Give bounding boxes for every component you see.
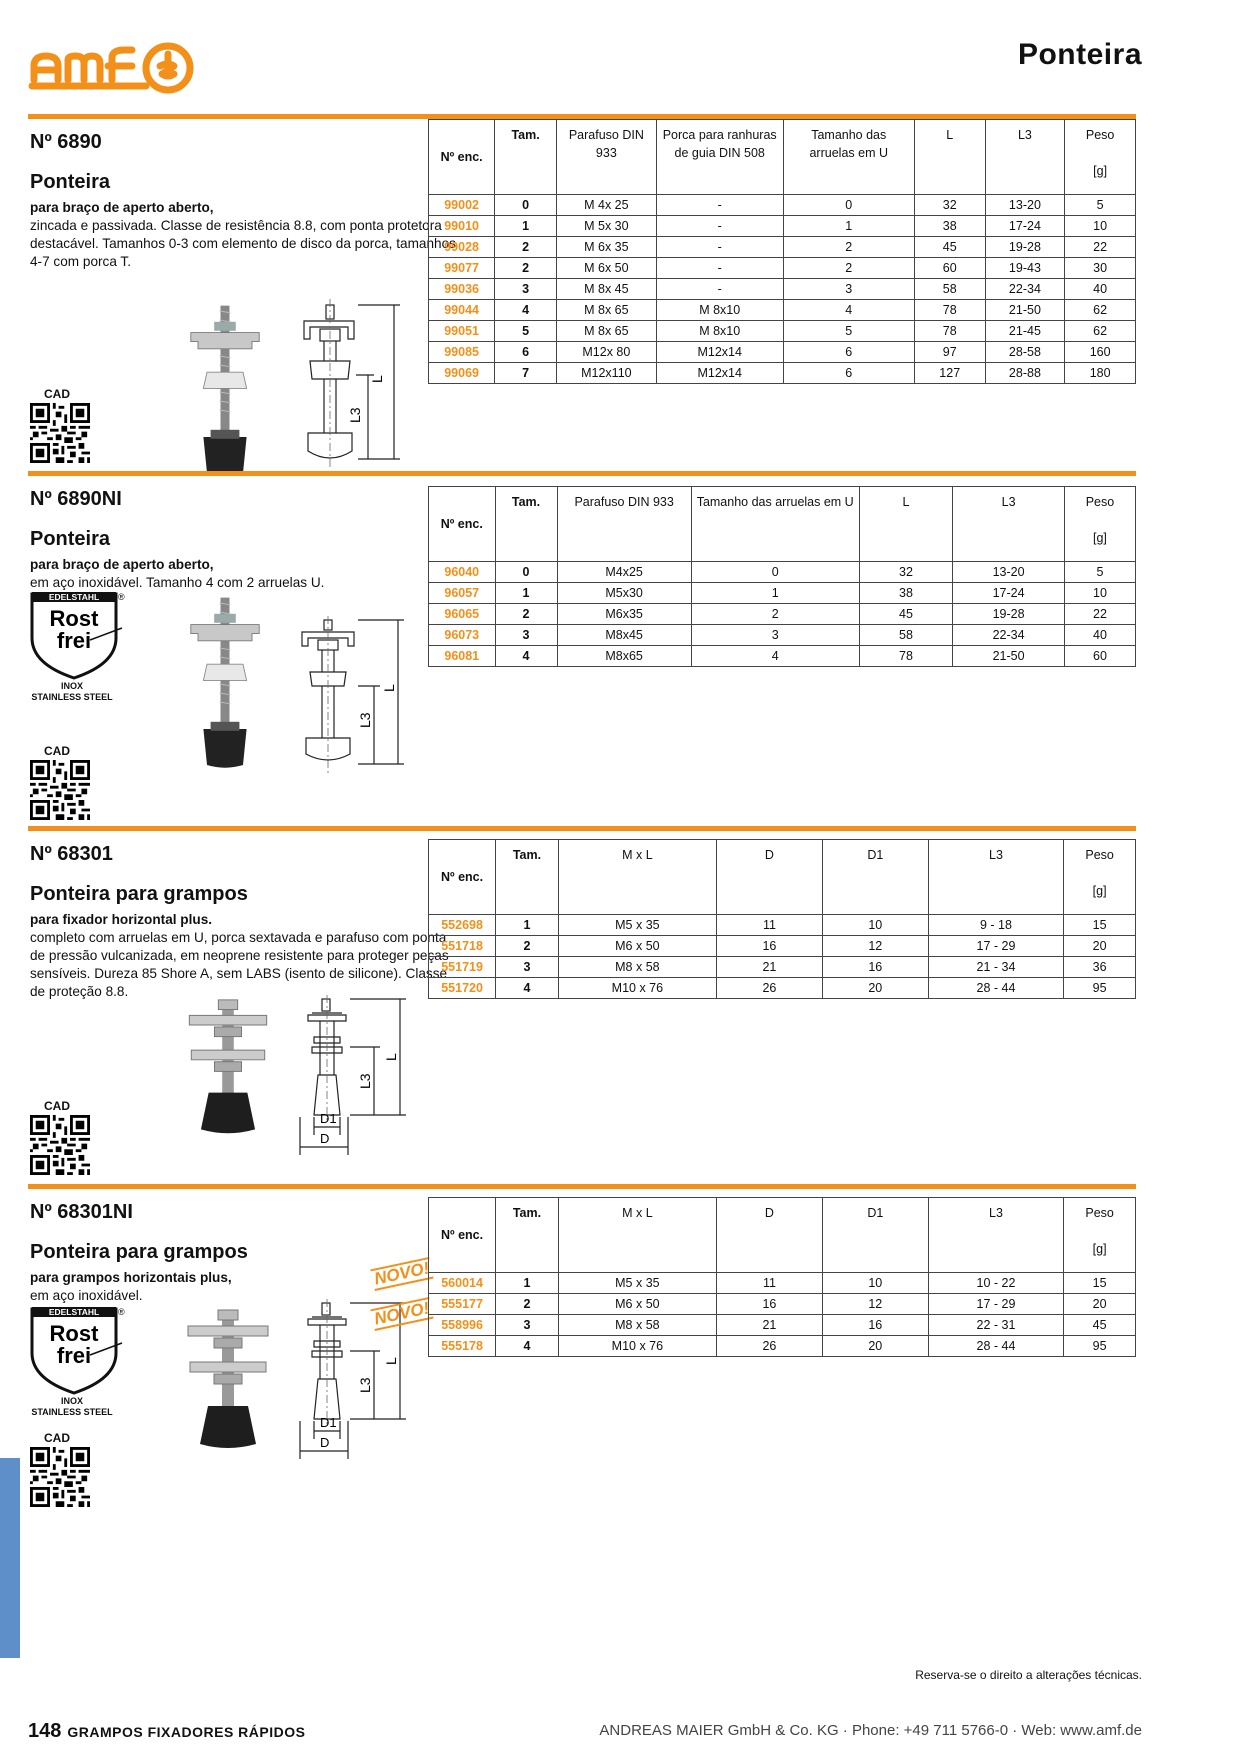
table-cell: 2 — [496, 936, 559, 957]
table-cell: M 8x 45 — [556, 279, 656, 300]
table-cell: 1 — [496, 1273, 559, 1294]
table-cell: 13-20 — [953, 562, 1065, 583]
table-cell: M 6x 50 — [556, 258, 656, 279]
product-photo — [178, 996, 278, 1141]
table-cell: 38 — [859, 583, 953, 604]
spec-table: Nº enc. Tam. Parafuso DIN 933 Porca para ranhuras de guia DIN 508 Tamanho das arruelas em U L L3 Peso [g] 99002 0 M 4x 25 - 0 32 13-20 5 99010 1 M 5x 30 - 1 38 17-24 10 99028 2 M 6x 35 - 2 45 19-28 22 99077 2 M 6x 50 - 2 60 19-43 30 99036 3 M 8x 45 - 3 58 22-34 40 99044 4 M 8x 65 M 8x10 4 78 21-50 62 99051 5 M 8x 65 M 8x10 5 78 21-45 62 99085 6 M12x 80 M12x14 6 97 28-58 160 99069 7 M12x110 M12x14 6 127 28-88 180 — [428, 119, 1136, 384]
table-cell: 17 - 29 — [928, 1294, 1063, 1315]
cad-link[interactable]: CAD — [30, 1431, 90, 1507]
table-cell: 0 — [495, 562, 557, 583]
table-cell: M12x 80 — [556, 342, 656, 363]
table-cell: 20 — [1064, 936, 1136, 957]
technical-drawing — [290, 995, 430, 1165]
table-row — [429, 583, 1136, 604]
order-number-link[interactable]: 96081 — [429, 646, 496, 667]
table-cell: M8x45 — [557, 625, 691, 646]
spec-table: Nº enc. Tam. M x L D D1 L3 Peso [g] 552698 1 M5 x 35 11 10 9 - 18 15 551718 2 M6 x 50 16 12 17 - 29 20 551719 3 M8 x 58 21 16 21 - 34 36 551720 4 M10 x 76 26 20 28 - 44 95 — [428, 839, 1136, 999]
drawing-l-label: L — [383, 1357, 399, 1365]
table-cell: M12x14 — [656, 342, 783, 363]
table-cell: 28 - 44 — [928, 1336, 1063, 1357]
table-row — [429, 258, 1136, 279]
table-cell: M5 x 35 — [558, 915, 716, 936]
table-row — [429, 625, 1136, 646]
table-cell: 16 — [717, 936, 823, 957]
table-cell: 22 — [1065, 237, 1136, 258]
qr-code-icon[interactable] — [30, 1115, 90, 1175]
table-row — [429, 195, 1136, 216]
table-cell: 17-24 — [985, 216, 1065, 237]
table-row — [429, 646, 1136, 667]
svg-text:Rost: Rost — [49, 606, 99, 631]
technical-drawing — [298, 299, 418, 499]
qr-code-icon[interactable] — [30, 1447, 90, 1507]
technical-drawing — [290, 1299, 430, 1469]
order-number-link[interactable]: 552698 — [429, 915, 496, 936]
table-cell: 4 — [691, 646, 859, 667]
table-cell: - — [656, 237, 783, 258]
table-row — [429, 604, 1136, 625]
drawing-l-label: L — [383, 1053, 399, 1061]
table-cell: 1 — [496, 915, 559, 936]
order-number-link[interactable]: 551718 — [429, 936, 496, 957]
table-row — [429, 279, 1136, 300]
order-number-link[interactable]: 99069 — [429, 363, 495, 384]
footer-left — [28, 1720, 305, 1743]
section-description: para fixador horizontal plus. completo com arruelas em U, porca sextavada e parafuso com ponta de pressão vulcanizada, em neoprene resistente para proteger peças sensíveis. Dureza 85 Shore A, sem LABS (isento de silicone). Classe de proteção 8.8. — [30, 912, 449, 999]
table-cell: - — [656, 258, 783, 279]
table-cell: 160 — [1065, 342, 1136, 363]
table-cell: 10 — [822, 915, 928, 936]
svg-text:®: ® — [118, 1307, 125, 1317]
order-number-link[interactable]: 96040 — [429, 562, 496, 583]
table-cell: 2 — [495, 258, 557, 279]
table-cell: 58 — [859, 625, 953, 646]
section-name: Ponteira para grampos — [30, 883, 248, 905]
table-cell: M4x25 — [557, 562, 691, 583]
table-cell: 95 — [1064, 1336, 1136, 1357]
section-number: Nº 6890 — [30, 131, 102, 153]
table-cell: 4 — [495, 646, 557, 667]
table-cell: 0 — [691, 562, 859, 583]
order-number-link[interactable]: 99077 — [429, 258, 495, 279]
disclaimer: Reserva-se o direito a alterações técnicas. — [915, 1668, 1142, 1682]
drawing-l3-label: L3 — [357, 1073, 373, 1089]
page-number: 148 — [28, 1720, 62, 1742]
table-cell: 16 — [717, 1294, 823, 1315]
table-row — [429, 216, 1136, 237]
novo-badge: NOVO! — [370, 1297, 433, 1331]
table-row — [429, 957, 1136, 978]
table-cell: 28-88 — [985, 363, 1065, 384]
table-cell: 60 — [1064, 646, 1135, 667]
table-cell: 10 - 22 — [928, 1273, 1063, 1294]
table-cell: 21 — [717, 1315, 823, 1336]
table-cell: 16 — [822, 957, 928, 978]
table-row — [429, 1315, 1136, 1336]
table-cell: 30 — [1065, 258, 1136, 279]
table-cell: M8 x 58 — [558, 1315, 716, 1336]
drawing-d-label: D — [320, 1435, 330, 1450]
drawing-l3-label: L3 — [357, 1377, 373, 1393]
table-cell: 2 — [495, 237, 557, 258]
table-cell: 1 — [495, 583, 557, 604]
table-cell: M 8x 65 — [556, 300, 656, 321]
table-row — [429, 1273, 1136, 1294]
table-cell: 40 — [1064, 625, 1135, 646]
qr-code-icon[interactable] — [30, 760, 90, 820]
order-number-link[interactable]: 99044 — [429, 300, 495, 321]
table-cell: 12 — [822, 1294, 928, 1315]
svg-text:frei: frei — [56, 628, 92, 653]
table-cell: 62 — [1065, 321, 1136, 342]
table-cell: 6 — [495, 342, 557, 363]
table-cell: M5x30 — [557, 583, 691, 604]
section-name: Ponteira — [30, 171, 111, 193]
table-cell: 5 — [495, 321, 557, 342]
table-cell: 28 - 44 — [928, 978, 1063, 999]
cad-link[interactable]: CAD — [30, 387, 90, 463]
section-number: Nº 68301NI — [30, 1201, 133, 1223]
table-cell: M5 x 35 — [558, 1273, 716, 1294]
table-cell: 22-34 — [953, 625, 1065, 646]
table-cell: 9 - 18 — [928, 915, 1063, 936]
table-cell: 32 — [914, 195, 985, 216]
order-number-link[interactable]: 99028 — [429, 237, 495, 258]
order-number-link[interactable]: 555177 — [429, 1294, 496, 1315]
table-cell: 45 — [1064, 1315, 1136, 1336]
spec-table: Nº enc. Tam. Parafuso DIN 933 Tamanho das arruelas em U L L3 Peso [g] 96040 0 M4x25 0 32 13-20 5 96057 1 M5x30 1 38 17-24 10 96065 2 M6x35 2 45 19-28 22 96073 3 M8x45 3 58 22-34 40 96081 4 M8x65 4 78 21-50 60 — [428, 486, 1136, 667]
table-cell: 6 — [783, 363, 914, 384]
table-cell: 36 — [1064, 957, 1136, 978]
table-cell: 12 — [822, 936, 928, 957]
cad-link[interactable]: CAD — [30, 744, 90, 820]
table-cell: 2 — [496, 1294, 559, 1315]
table-cell: 21-50 — [953, 646, 1065, 667]
drawing-l-label: L — [381, 684, 397, 692]
section-6890ni — [28, 476, 1136, 826]
table-cell: 11 — [717, 1273, 823, 1294]
drawing-d1-label: D1 — [320, 1111, 337, 1126]
table-cell: 21 — [717, 957, 823, 978]
table-cell: 2 — [783, 237, 914, 258]
table-cell: M 8x10 — [656, 321, 783, 342]
table-cell: - — [656, 216, 783, 237]
table-cell: M 5x 30 — [556, 216, 656, 237]
table-cell: 60 — [914, 258, 985, 279]
table-cell: 21-50 — [985, 300, 1065, 321]
table-cell: 2 — [495, 604, 557, 625]
table-cell: 19-28 — [985, 237, 1065, 258]
svg-text:®: ® — [118, 592, 125, 602]
table-cell: 22-34 — [985, 279, 1065, 300]
order-number-link[interactable]: 555178 — [429, 1336, 496, 1357]
table-cell: M12x14 — [656, 363, 783, 384]
order-number-link[interactable]: 99010 — [429, 216, 495, 237]
table-cell: M6x35 — [557, 604, 691, 625]
footer-company: ANDREAS MAIER GmbH & Co. KG · Phone: +49 711 5766-0 · Web: www.amf.de — [599, 1722, 1142, 1739]
table-cell: 1 — [691, 583, 859, 604]
table-cell: 78 — [859, 646, 953, 667]
table-cell: M 6x 35 — [556, 237, 656, 258]
table-row — [429, 321, 1136, 342]
table-cell: M 8x10 — [656, 300, 783, 321]
page-title: Ponteira — [1017, 38, 1142, 71]
table-cell: M6 x 50 — [558, 1294, 716, 1315]
table-row — [429, 1294, 1136, 1315]
table-cell: - — [656, 195, 783, 216]
table-cell: 26 — [717, 978, 823, 999]
table-cell: 4 — [496, 1336, 559, 1357]
product-photo — [180, 584, 270, 784]
table-cell: 4 — [495, 300, 557, 321]
section-description: para grampos horizontais plus, em aço inoxidável. — [30, 1270, 232, 1303]
section-68301 — [28, 831, 1136, 1181]
table-cell: M8 x 58 — [558, 957, 716, 978]
table-cell: 7 — [495, 363, 557, 384]
section-68301ni — [28, 1189, 1136, 1539]
table-cell: 3 — [496, 1315, 559, 1336]
order-number-link[interactable]: 96065 — [429, 604, 496, 625]
table-cell: 3 — [496, 957, 559, 978]
table-cell: M 4x 25 — [556, 195, 656, 216]
table-cell: 20 — [1064, 1294, 1136, 1315]
table-cell: M12x110 — [556, 363, 656, 384]
table-cell: 1 — [783, 216, 914, 237]
table-row — [429, 1336, 1136, 1357]
table-cell: 1 — [495, 216, 557, 237]
table-cell: 13-20 — [985, 195, 1065, 216]
drawing-l3-label: L3 — [347, 407, 363, 423]
order-number-link[interactable]: 560014 — [429, 1273, 496, 1294]
table-cell: 10 — [822, 1273, 928, 1294]
section-number: Nº 6890NI — [30, 488, 122, 510]
table-cell: M6 x 50 — [558, 936, 716, 957]
svg-text:Rost: Rost — [49, 1321, 99, 1346]
table-cell: 45 — [859, 604, 953, 625]
svg-text:EDELSTAHL: EDELSTAHL — [48, 1307, 100, 1317]
qr-code-icon[interactable] — [30, 403, 90, 463]
chapter-side-tab — [0, 1458, 20, 1658]
table-cell: 15 — [1064, 1273, 1136, 1294]
table-cell: 19-43 — [985, 258, 1065, 279]
table-cell: 5 — [1064, 562, 1135, 583]
svg-text:EDELSTAHL: EDELSTAHL — [48, 592, 100, 602]
table-cell: 180 — [1065, 363, 1136, 384]
table-cell: 4 — [496, 978, 559, 999]
table-cell: 22 - 31 — [928, 1315, 1063, 1336]
table-row — [429, 915, 1136, 936]
footer-category: GRAMPOS FIXADORES RÁPIDOS — [67, 1724, 306, 1740]
table-row — [429, 342, 1136, 363]
product-photo — [178, 1301, 278, 1461]
spec-table: Nº enc. Tam. M x L D D1 L3 Peso [g] 560014 1 M5 x 35 11 10 10 - 22 15 555177 2 M6 x 50 16 12 17 - 29 20 558996 3 M8 x 58 21 16 22 - 31 45 555178 4 M10 x 76 26 20 28 - 44 95 — [428, 1197, 1136, 1357]
table-cell: 17 - 29 — [928, 936, 1063, 957]
table-cell: 3 — [783, 279, 914, 300]
svg-text:frei: frei — [56, 1343, 92, 1368]
table-cell: 4 — [783, 300, 914, 321]
drawing-d-label: D — [320, 1131, 330, 1146]
order-number-link[interactable]: 99002 — [429, 195, 495, 216]
order-number-link[interactable]: 96073 — [429, 625, 496, 646]
novo-badge: NOVO! — [370, 1257, 433, 1291]
table-row — [429, 978, 1136, 999]
table-cell: 0 — [495, 195, 557, 216]
section-description: para braço de aperto aberto, em aço inoxidável. Tamanho 4 com 2 arruelas U. — [30, 557, 325, 590]
table-cell: 20 — [822, 978, 928, 999]
table-cell: 26 — [717, 1336, 823, 1357]
table-cell: 127 — [914, 363, 985, 384]
table-cell: M 8x 65 — [556, 321, 656, 342]
table-cell: 11 — [717, 915, 823, 936]
table-cell: 5 — [783, 321, 914, 342]
table-cell: 45 — [914, 237, 985, 258]
order-number-link[interactable]: 99036 — [429, 279, 495, 300]
table-row — [429, 936, 1136, 957]
table-cell: 28-58 — [985, 342, 1065, 363]
table-cell: 20 — [822, 1336, 928, 1357]
order-number-link[interactable]: 551720 — [429, 978, 496, 999]
table-cell: 16 — [822, 1315, 928, 1336]
table-row — [429, 237, 1136, 258]
table-cell: 32 — [859, 562, 953, 583]
rost-frei-badge: EDELSTAHL ® Rost frei INOX STAINLESS STEEL — [31, 592, 125, 702]
table-cell: 58 — [914, 279, 985, 300]
table-cell: 21-45 — [985, 321, 1065, 342]
table-cell: M10 x 76 — [558, 978, 716, 999]
table-cell: 78 — [914, 300, 985, 321]
rost-frei-badge: EDELSTAHL ® Rost frei INOX STAINLESS STEEL — [31, 1307, 125, 1417]
product-photo — [180, 292, 270, 492]
order-number-link[interactable]: 99085 — [429, 342, 495, 363]
table-cell: 0 — [783, 195, 914, 216]
table-cell: 5 — [1065, 195, 1136, 216]
table-row — [429, 300, 1136, 321]
table-cell: 17-24 — [953, 583, 1065, 604]
table-cell: 62 — [1065, 300, 1136, 321]
table-cell: 2 — [783, 258, 914, 279]
table-cell: 22 — [1064, 604, 1135, 625]
section-description: para braço de aperto aberto, zincada e passivada. Classe de resistência 8.8, com ponta protetora destacável. Tamanhos 0-3 com elemento de disco da porca, tamanhos 4-7 com porca T. — [30, 200, 456, 269]
amf-logo — [28, 36, 228, 96]
order-number-link[interactable]: 551719 — [429, 957, 496, 978]
table-cell: 10 — [1065, 216, 1136, 237]
table-cell: 40 — [1065, 279, 1136, 300]
table-cell: M8x65 — [557, 646, 691, 667]
table-row — [429, 363, 1136, 384]
order-number-link[interactable]: 96057 — [429, 583, 496, 604]
technical-drawing — [298, 616, 418, 781]
table-cell: 95 — [1064, 978, 1136, 999]
table-cell: 3 — [495, 625, 557, 646]
table-cell: 78 — [914, 321, 985, 342]
table-cell: 6 — [783, 342, 914, 363]
table-cell: 97 — [914, 342, 985, 363]
table-cell: 10 — [1064, 583, 1135, 604]
section-number: Nº 68301 — [30, 843, 113, 865]
table-row — [429, 562, 1136, 583]
cad-link[interactable]: CAD — [30, 1099, 90, 1175]
drawing-d1-label: D1 — [320, 1415, 337, 1430]
section-name: Ponteira para grampos — [30, 1241, 248, 1263]
table-cell: - — [656, 279, 783, 300]
order-number-link[interactable]: 558996 — [429, 1315, 496, 1336]
table-cell: 2 — [691, 604, 859, 625]
section-6890 — [28, 119, 1136, 519]
table-cell: 21 - 34 — [928, 957, 1063, 978]
table-cell: 19-28 — [953, 604, 1065, 625]
order-number-link[interactable]: 99051 — [429, 321, 495, 342]
section-name: Ponteira — [30, 528, 111, 550]
table-cell: 3 — [691, 625, 859, 646]
drawing-l3-label: L3 — [357, 712, 373, 728]
table-cell: 15 — [1064, 915, 1136, 936]
drawing-l-label: L — [369, 375, 385, 383]
table-cell: 3 — [495, 279, 557, 300]
table-cell: 38 — [914, 216, 985, 237]
table-cell: M10 x 76 — [558, 1336, 716, 1357]
